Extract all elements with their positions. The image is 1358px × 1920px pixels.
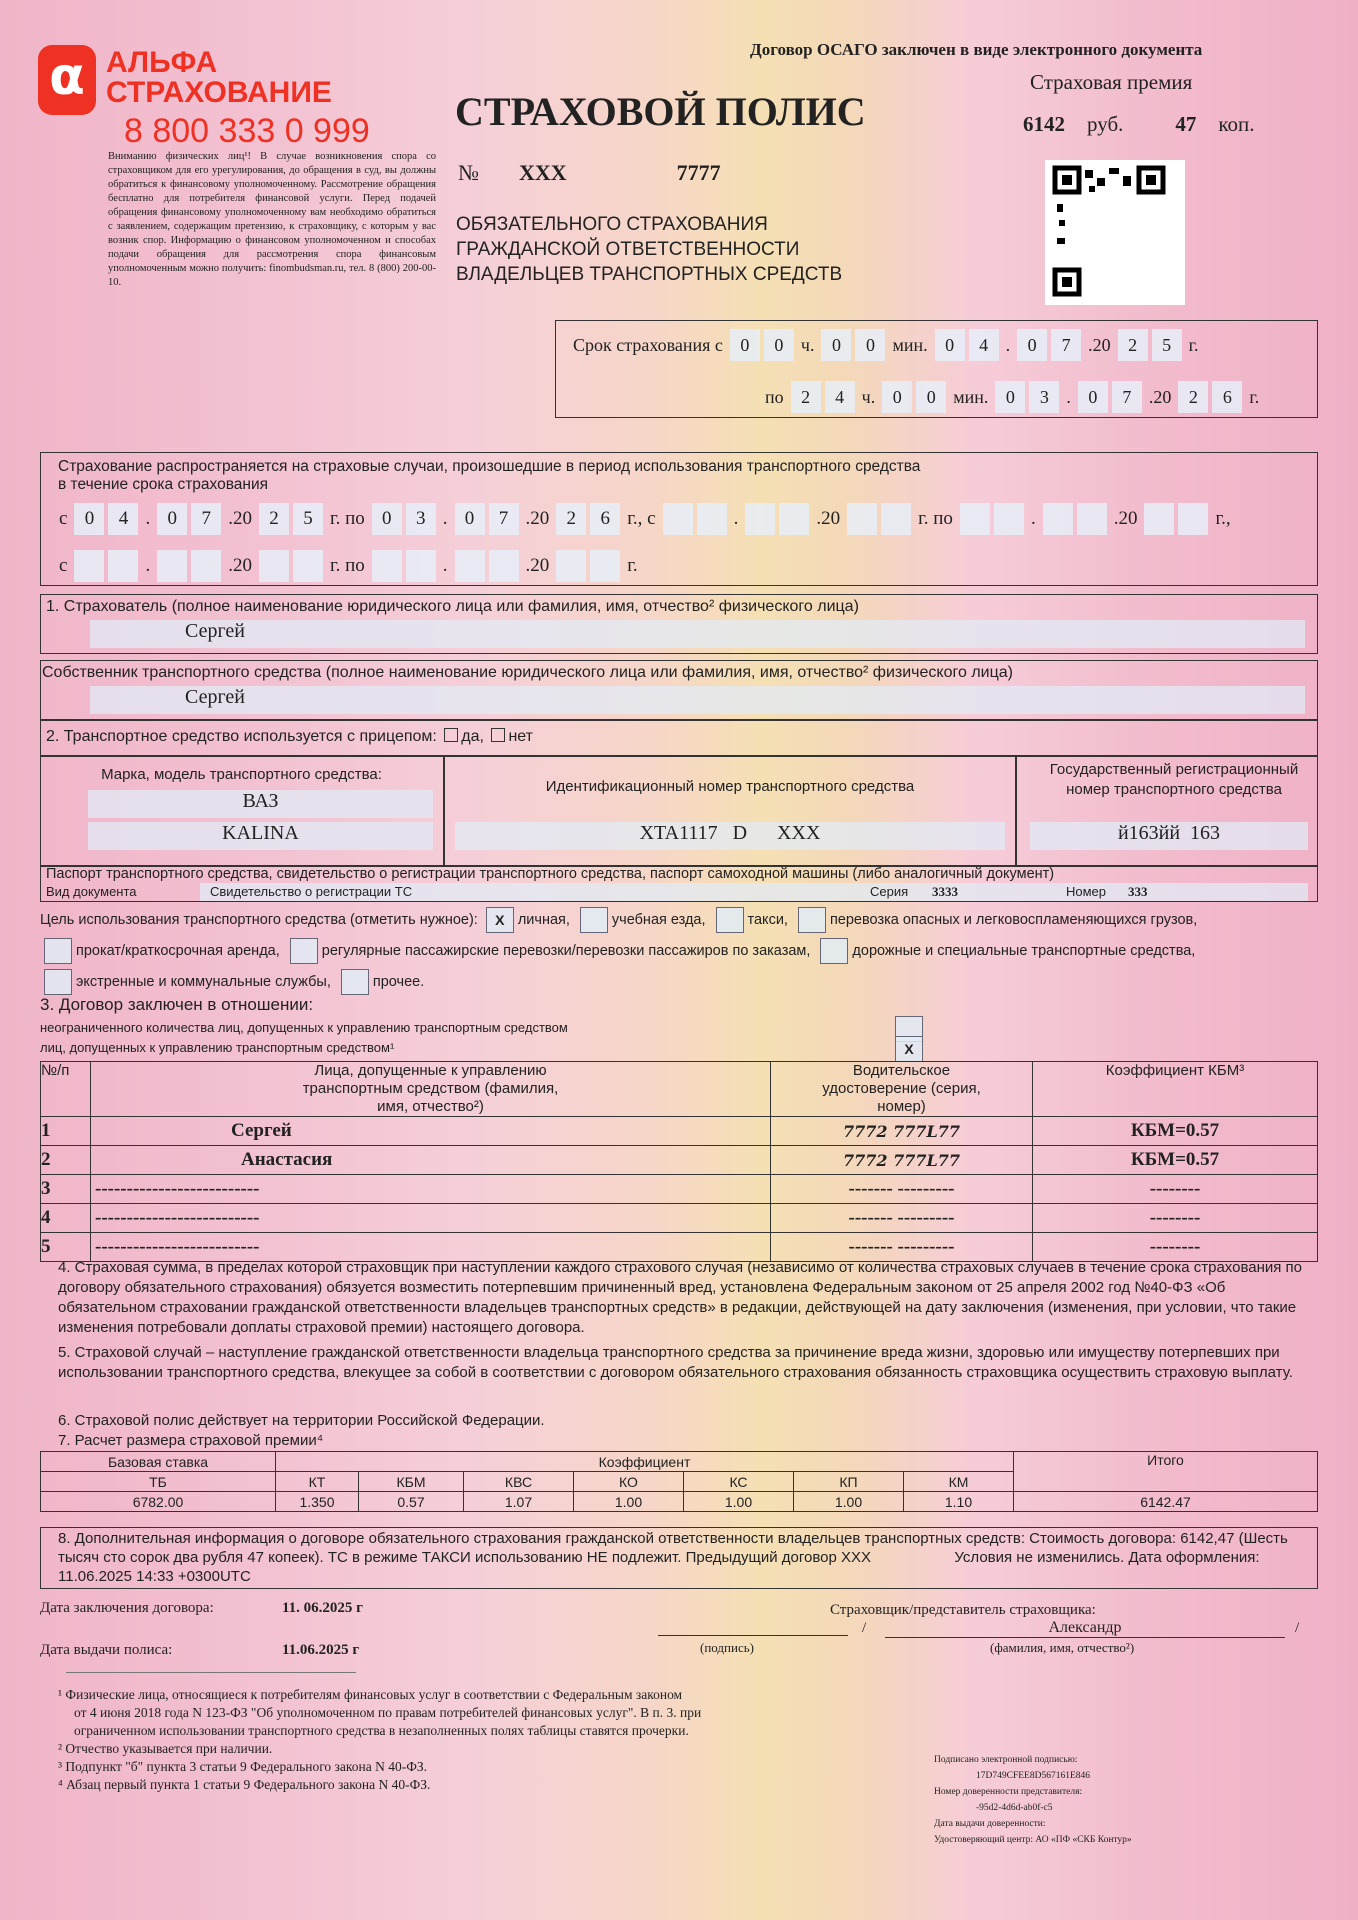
row-label: .20 (525, 555, 550, 576)
qr-code (1045, 160, 1185, 305)
document-number-label: Номер (1066, 884, 1107, 899)
digit-cell (663, 503, 693, 535)
coef-name-КО: КО (574, 1472, 684, 1492)
row-label: г. по (329, 555, 365, 576)
row-label: . (1030, 508, 1036, 529)
driver-kbm: КБМ=0.57 (1033, 1146, 1318, 1175)
digit-cell: 0 (730, 329, 760, 361)
esign-certificate: 17D749CFEE8D567161E846 (976, 1771, 1090, 1781)
digit-cell: 4 (969, 329, 999, 361)
driver-index: 1 (41, 1117, 91, 1146)
driver-row (41, 1146, 1318, 1175)
row-label: . (1066, 386, 1071, 407)
digit-cell (157, 550, 187, 582)
driver-index: 4 (41, 1204, 91, 1233)
subtitle-line: ОБЯЗАТЕЛЬНОГО СТРАХОВАНИЯ (456, 214, 768, 235)
insurer-field: Сергей (90, 620, 1305, 648)
row-label: .20 (228, 508, 252, 529)
page-title: СТРАХОВОЙ ПОЛИС (455, 89, 866, 134)
esign-poa-number: -95d2-4d6d-ab0f-c5 (976, 1803, 1053, 1813)
policy-series: XXX (519, 160, 567, 185)
coef-value: 1.10 (904, 1492, 1014, 1512)
driver-row (41, 1204, 1318, 1233)
trailer-no-checkbox[interactable] (491, 728, 505, 742)
digit-cell: 2 (1178, 381, 1208, 413)
digit-cell (1144, 503, 1174, 535)
purpose-checkbox[interactable] (44, 938, 72, 964)
trailer-yes-checkbox[interactable] (444, 728, 458, 742)
row-label: .20 (1088, 334, 1111, 355)
esign-label: Номер доверенности представителя: (934, 1787, 1083, 1797)
purpose-checkbox[interactable] (290, 938, 318, 964)
digit-cell: 0 (372, 503, 402, 535)
digit-cell (191, 550, 221, 582)
digit-cell (259, 550, 289, 582)
digit-cell (108, 550, 138, 582)
insurer-label: 1. Страхователь (полное наименование юридического лица или фамилия, имя, отчество² физического лица) (46, 598, 859, 615)
subtitle-line: ВЛАДЕЛЬЦЕВ ТРАНСПОРТНЫХ СРЕДСТВ (456, 264, 843, 285)
coef-name-КВС: КВС (464, 1472, 574, 1492)
purpose-option-label: такси, (747, 912, 788, 928)
row-label: .20 (1113, 508, 1138, 529)
driver-name: -------------------------- (91, 1204, 771, 1233)
digit-cell (1178, 503, 1208, 535)
digit-cell: 2 (556, 503, 586, 535)
driver-name: -------------------------- (91, 1233, 771, 1262)
footnote: ⁴ Абзац первый пункта 1 статьи 9 Федерального закона N 40-ФЗ. (58, 1777, 431, 1792)
purpose-option-label: личная, (517, 912, 570, 928)
document-label: Паспорт транспортного средства, свидетельство о регистрации транспортного средства, паспорт самоходной машины (либо аналогичный документ) (46, 866, 1055, 882)
esign-label: Дата выдачи доверенности: (934, 1819, 1046, 1829)
contract-date: 11. 06.2025 г (282, 1600, 363, 1616)
clause-7: 7. Расчет размера страховой премии⁴ (58, 1432, 324, 1449)
contract-limited-checkbox[interactable]: X (895, 1036, 923, 1062)
digit-cell (455, 550, 485, 582)
coef-name-ТБ: ТБ (41, 1472, 276, 1492)
driver-index: 5 (41, 1233, 91, 1262)
additional-info: 8. Дополнительная информация о договоре обязательного страхования гражданской ответственности владельцев транспортных средств: Стоимость договора: 6142,47 (Шесть тысяч сто сорок два рубля 47 копеек). ТС в режиме ТАКСИ использованию НЕ подлежит. Предыдущий договор XXX Условия не изменились. Дата оформления: 11.06.2025 14:33 +0300UTC (58, 1530, 1293, 1585)
row-label: .20 (816, 508, 841, 529)
digit-cell (1077, 503, 1107, 535)
row-label: . (145, 508, 151, 529)
digit-cell (847, 503, 877, 535)
document-series-label: Серия (870, 884, 909, 899)
drivers-header-row (41, 1062, 1318, 1117)
period-text-line: в течение срока страхования (58, 476, 269, 493)
signature-line (658, 1635, 848, 1636)
digit-cell: 6 (590, 503, 620, 535)
footnote: ограниченном использовании транспортного средства в незаполненных полях таблицы ставятся прочерки. (74, 1723, 689, 1738)
driver-index: 3 (41, 1175, 91, 1204)
driver-license: ------- --------- (771, 1175, 1033, 1204)
digit-cell (779, 503, 809, 535)
coef-name-КТ: КТ (276, 1472, 359, 1492)
purpose-checkbox[interactable] (580, 907, 608, 933)
purpose-option-label: экстренные и коммунальные службы, (76, 974, 331, 990)
insurer-rep-name: Александр (885, 1619, 1285, 1638)
divider (66, 1672, 356, 1673)
policy-subtitle (456, 212, 842, 287)
reg-label: Государственный регистрационный номер транспортного средства (1049, 761, 1299, 798)
issue-date: 11.06.2025 г (282, 1642, 360, 1658)
contract-limited-label: лиц, допущенных к управлению транспортным средством¹ (40, 1040, 395, 1055)
number-sign: № (458, 160, 479, 185)
row-label: г., с (627, 508, 656, 529)
purpose-checkbox[interactable] (44, 969, 72, 995)
driver-index: 2 (41, 1146, 91, 1175)
rub-label: руб. (1087, 112, 1124, 136)
esign-ca: Удостоверяющий центр: АО «ПФ «СКБ Контур» (934, 1835, 1132, 1845)
document-number: 333 (1128, 884, 1148, 899)
purpose-option-label: регулярные пассажирские перевозки/перевозки пассажиров по заказам, (321, 943, 811, 959)
row-label: ч. (800, 334, 815, 355)
row-label: .20 (525, 508, 550, 529)
coef-name-КБМ: КБМ (359, 1472, 464, 1492)
purpose-checkbox[interactable] (820, 938, 848, 964)
header-cell: Лица, допущенные к управлению транспортным средством (фамилия, имя, отчество²) (91, 1062, 771, 1117)
digit-cell (745, 503, 775, 535)
digit-cell: 5 (293, 503, 323, 535)
model-field: KALINA (88, 822, 433, 850)
digit-cell: 5 (1152, 329, 1182, 361)
kop-label: коп. (1218, 112, 1255, 136)
issue-date-label: Дата выдачи полиса: (40, 1642, 173, 1658)
name-caption: (фамилия, имя, отчество²) (990, 1640, 1135, 1655)
purpose-option-label: дорожные и специальные транспортные средства, (852, 943, 1196, 959)
row-label: . (733, 508, 739, 529)
row-label: г. (1249, 386, 1260, 407)
driver-kbm: -------- (1033, 1175, 1318, 1204)
digit-cell (372, 550, 402, 582)
purpose-option-label: прокат/краткосрочная аренда, (76, 943, 280, 959)
digit-cell (556, 550, 586, 582)
alfa-logo-mark: α (38, 45, 96, 115)
period-row-2 (56, 550, 641, 582)
electronic-note: Договор ОСАГО заключен в виде электронного документа (750, 40, 1203, 59)
row-label: г. по (329, 508, 365, 529)
document-type-label: Вид документа (46, 884, 137, 899)
make-label: Марка, модель транспортного средства: (101, 766, 382, 783)
digit-cell: 0 (455, 503, 485, 535)
digit-cell: 0 (882, 381, 912, 413)
signature-caption: (подпись) (700, 1640, 754, 1655)
digit-cell: 0 (764, 329, 794, 361)
esign-label: Подписано электронной подписью: (934, 1755, 1078, 1765)
coef-value: 1.00 (684, 1492, 794, 1512)
digit-cell: 0 (916, 381, 946, 413)
purpose-option-label: перевозка опасных и легковоспламеняющихся грузов, (829, 912, 1198, 928)
row-label: г., (1215, 508, 1231, 529)
digit-cell: 0 (821, 329, 851, 361)
driver-kbm: КБМ=0.57 (1033, 1117, 1318, 1146)
purpose-section (40, 905, 1325, 998)
coefficient-header: Коэффициент (276, 1452, 1014, 1472)
trailer-no-label: нет (508, 728, 533, 745)
document-type: Свидетельство о регистрации ТС (210, 884, 413, 899)
row-label: г. (627, 555, 638, 576)
premium-amount (1023, 112, 1255, 137)
digit-cell: 7 (191, 503, 221, 535)
digit-cell: 6 (1212, 381, 1242, 413)
digit-cell: 0 (995, 381, 1025, 413)
row-label: . (442, 508, 448, 529)
purpose-label: Цель использования транспортного средства (отметить нужное): (40, 912, 478, 928)
driver-license: ------- --------- (771, 1204, 1033, 1233)
trailer-label: 2. Транспортное средство используется с прицепом: (46, 728, 437, 745)
driver-row (41, 1175, 1318, 1204)
logo-line2: СТРАХОВАНИЕ (106, 76, 332, 109)
base-rate-header: Базовая ставка (41, 1452, 276, 1472)
digit-cell (1043, 503, 1073, 535)
driver-license: ------- --------- (771, 1233, 1033, 1262)
digit-cell: 4 (108, 503, 138, 535)
digit-cell: 4 (825, 381, 855, 413)
document-series: 3333 (932, 884, 958, 899)
digit-cell (489, 550, 519, 582)
header-cell: Коэффициент КБМ³ (1033, 1062, 1318, 1117)
purpose-checkbox[interactable] (798, 907, 826, 933)
subtitle-line: ГРАЖДАНСКОЙ ОТВЕТСТВЕННОСТИ (456, 239, 800, 260)
row-label: мин. (892, 334, 928, 355)
premium-label: Страховая премия (1030, 70, 1193, 94)
insurer-rep-label: Страховщик/представитель страховщика: (830, 1602, 1096, 1618)
row-label: .20 (1148, 386, 1172, 407)
coef-value: 6782.00 (41, 1492, 276, 1512)
digit-cell (74, 550, 104, 582)
footnote: ² Отчество указывается при наличии. (58, 1741, 273, 1756)
digit-cell: 0 (855, 329, 885, 361)
total-header: Итого (1014, 1452, 1318, 1492)
digit-cell (406, 550, 436, 582)
premium-kop: 47 (1175, 112, 1197, 136)
driver-kbm: -------- (1033, 1233, 1318, 1262)
digit-cell (881, 503, 911, 535)
digit-cell: 0 (74, 503, 104, 535)
trailer-row (46, 728, 533, 746)
contract-date-label: Дата заключения договора: (40, 1600, 214, 1616)
digit-cell (697, 503, 727, 535)
digit-cell: 7 (1112, 381, 1142, 413)
digit-cell: 0 (935, 329, 965, 361)
driver-license: 7772 777L77 (771, 1117, 1033, 1146)
digit-cell: 0 (1017, 329, 1047, 361)
driver-row (41, 1117, 1318, 1146)
digit-cell: 2 (1118, 329, 1148, 361)
coef-name-КС: КС (684, 1472, 794, 1492)
header-cell: №/п (41, 1062, 91, 1117)
row-label: . (1005, 334, 1011, 355)
footnotes (58, 1686, 701, 1794)
contract-unlimited-label: неограниченного количества лиц, допущенных к управлению транспортным средством (40, 1020, 568, 1035)
vin-field: XTA1117 D XXX (455, 822, 1005, 850)
driver-name: Сергей (91, 1117, 771, 1146)
purpose-checkbox[interactable] (716, 907, 744, 933)
electronic-signature-block (934, 1752, 1132, 1848)
contract-label: 3. Договор заключен в отношении: (40, 995, 314, 1014)
header-cell: Водительское удостоверение (серия, номер) (771, 1062, 1033, 1117)
coef-name-КМ: КМ (904, 1472, 1014, 1492)
coef-value: 1.350 (276, 1492, 359, 1512)
digit-cell: 0 (157, 503, 187, 535)
coef-value: 1.07 (464, 1492, 574, 1512)
owner-label: Собственник транспортного средства (полное наименование юридического лица или фамилия, имя, отчество² физического лица) (42, 664, 1013, 681)
row-label: г. (1188, 334, 1199, 355)
purpose-checkbox[interactable] (341, 969, 369, 995)
row-label: г. по (918, 508, 953, 529)
divider (1015, 756, 1017, 866)
clause-6: 6. Страховой полис действует на территории Российской Федерации. (58, 1412, 545, 1429)
row-label: . (442, 555, 448, 576)
slash: / (862, 1620, 867, 1636)
trailer-yes-label: да, (461, 728, 484, 745)
digit-cell: 2 (791, 381, 821, 413)
purpose-option-label: учебная езда, (611, 912, 706, 928)
coef-value: 1.00 (794, 1492, 904, 1512)
coef-name-КП: КП (794, 1472, 904, 1492)
row-label: с (59, 555, 68, 576)
term-to-row (762, 381, 1262, 413)
ombudsman-notice: Вниманию физических лиц¹! В случае возникновения спора со страховщиком для его урегулирования, до обращения в суд, вы должны обратиться к финансовому уполномоченному. Рассмотрение обращения бесплатно для потребителя финансовой услуги. Перед подачей обращения финансовому уполномоченному вам необходимо обратиться с заявлением, содержащим претензию, к страховщику, с которым у вас возник спор. Информацию о финансовом уполномоченном и способах подачи обращения для рассмотрения спора финансовым уполномоченным можно получить: finombudsman.ru, тел. 8 (800) 200-00-10. (108, 151, 436, 288)
row-label: по (765, 386, 784, 407)
row-label: Срок страхования с (573, 334, 723, 355)
reg-field: й163йй 163 (1030, 822, 1308, 850)
term-from-row (570, 329, 1202, 361)
purpose-checkbox[interactable]: X (486, 907, 514, 933)
premium-rub: 6142 (1023, 112, 1065, 136)
slash: / (1295, 1620, 1300, 1636)
row-label: ч. (861, 386, 876, 407)
digit-cell (960, 503, 990, 535)
digit-cell: 0 (1078, 381, 1108, 413)
purpose-option-label: прочее. (372, 974, 425, 990)
driver-name: Анастасия (91, 1146, 771, 1175)
driver-kbm: -------- (1033, 1204, 1318, 1233)
coef-value: 0.57 (359, 1492, 464, 1512)
digit-cell (994, 503, 1024, 535)
premium-total: 6142.47 (1014, 1492, 1318, 1512)
clause-5: 5. Страховой случай – наступление гражданской ответственности владельца транспортного средства за причинение вреда жизни, здоровью или имуществу потерпевших при использовании транспортного средства, влекущее за собой в соответствии с договором обязательного страхования обязанность страховщика осуществить страховую выплату. (58, 1344, 1293, 1381)
make-field: ВАЗ (88, 790, 433, 818)
logo-phone: 8 800 333 0 999 (124, 112, 370, 150)
footnote: ³ Подпункт "б" пункта 3 статьи 9 Федерального закона N 40-ФЗ. (58, 1759, 427, 1774)
digit-cell: 7 (489, 503, 519, 535)
coef-value: 1.00 (574, 1492, 684, 1512)
digit-cell (293, 550, 323, 582)
digit-cell: 7 (1051, 329, 1081, 361)
footnote: ¹ Физические лица, относящиеся к потребителям финансовых услуг в соответствии с Федеральным законом (58, 1687, 683, 1702)
drivers-table (40, 1061, 1318, 1262)
digit-cell: 2 (259, 503, 289, 535)
policy-no: 7777 (676, 160, 721, 185)
driver-license: 7772 777L77 (771, 1146, 1033, 1175)
row-label: .20 (228, 555, 252, 576)
logo-line1: АЛЬФА (106, 46, 218, 79)
period-row-1 (56, 503, 1234, 535)
driver-name: -------------------------- (91, 1175, 771, 1204)
period-text-line: Страхование распространяется на страховые случаи, произошедшие в период использования транспортного средства (58, 458, 921, 475)
owner-field: Сергей (90, 686, 1305, 714)
premium-calc-table (40, 1451, 1318, 1512)
digit-cell: 3 (406, 503, 436, 535)
row-label: мин. (953, 386, 989, 407)
policy-number (458, 160, 721, 186)
clause-4: 4. Страховая сумма, в пределах которой страховщик при наступлении каждого страхового случая (независимо от количества страховых случаев в течение срока страхования по договору обязательного страхования) обязуется возместить потерпевшим причиненный вред, установлена Федеральным законом от 25 апреля 2002 год №40-ФЗ «Об обязательном страховании гражданской ответственности владельцев транспортных средств» в редакции, действующей на дату заключения (изменения, при условии, что такие изменения потребовали доплаты страховой премии) настоящего договора. (58, 1259, 1303, 1336)
divider (443, 756, 445, 866)
digit-cell: 3 (1029, 381, 1059, 413)
digit-cell (590, 550, 620, 582)
footnote: от 4 июня 2018 года N 123-ФЗ "Об уполномоченном по правам потребителей финансовых услуг". В п. 3. при (74, 1705, 702, 1720)
period-text (58, 458, 920, 494)
vin-label: Идентификационный номер транспортного средства (545, 778, 915, 795)
row-label: с (59, 508, 68, 529)
row-label: . (145, 555, 151, 576)
